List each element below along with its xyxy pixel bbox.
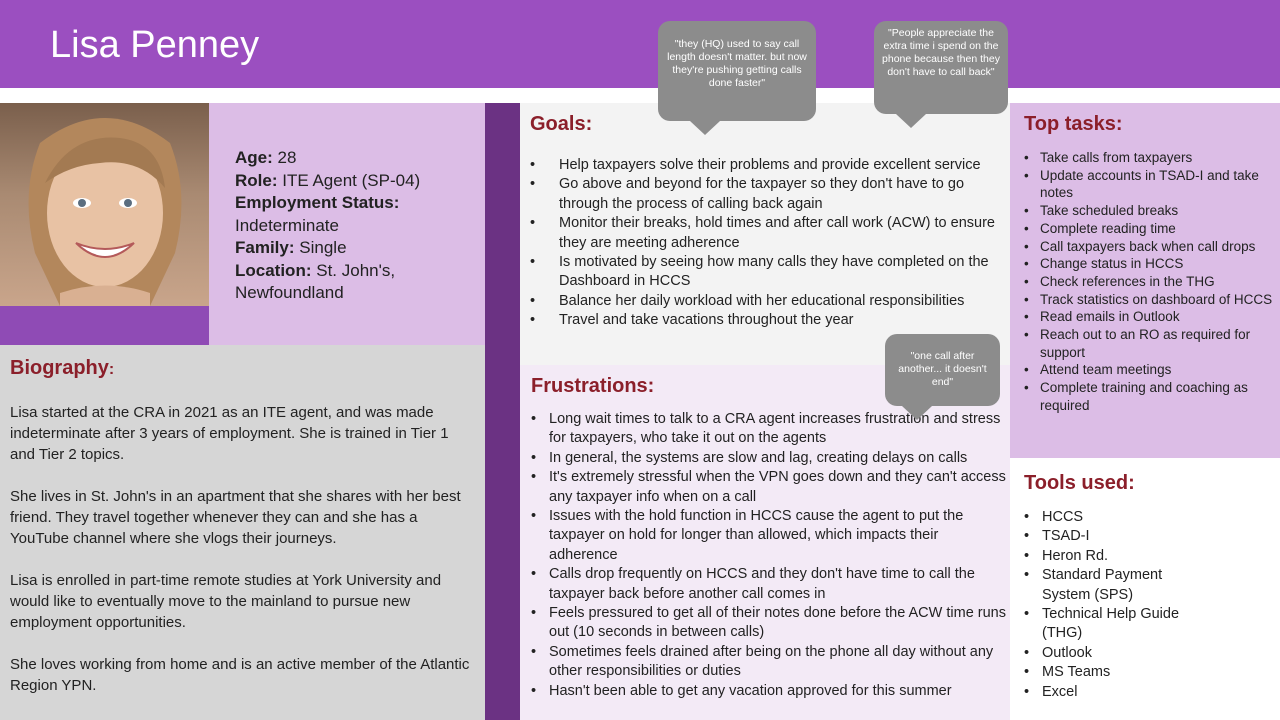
list-item: • Call taxpayers back when call drops [1040,238,1280,256]
role-label: Role: [235,170,278,190]
top-tasks-list [1040,149,1280,415]
list-item: • Take scheduled breaks [1040,202,1280,220]
age-line [235,147,485,170]
list-item: • It's extremely stressful when the VPN goes down and they can't access any taxpayer info when on a call [549,468,1010,507]
age-value: 28 [277,148,297,167]
list-item: • MS Teams [1042,663,1280,682]
list-item: • Technical Help Guide (THG) [1042,605,1217,644]
age-label: Age: [235,148,273,167]
biography-title [10,357,475,380]
list-item: • Long wait times to talk to a CRA agent increases frustration and stress for taxpayers, who take it out on the agents [549,410,1010,449]
persona-name: Lisa Penney [50,24,260,66]
goals-section [520,103,1010,365]
biography-title-colon: : [108,361,115,378]
role-value: ITE Agent (SP-04) [282,170,421,190]
biography-paragraph: Lisa is enrolled in part-time remote studies at York University and would like to eventually move to the mainland to pursue new employment opportunities. [10,572,442,631]
frustrations-title: Frustrations: [531,375,655,397]
list-item: • HCCS [1042,508,1280,527]
list-item: • Travel and take vacations throughout the year [559,311,1010,330]
quote-bubble: "they (HQ) used to say call length doesn't matter. but now they're pushing getting calls done faster" [658,21,816,121]
list-item: • Complete reading time [1040,220,1280,238]
column-divider [485,103,520,720]
list-item: • Issues with the hold function in HCCS cause the agent to put the taxpayer on hold for longer than allowed, which impacts their adherence [549,507,1010,565]
list-item: • Calls drop frequently on HCCS and they don't have time to call the taxpayer back before another call comes in [549,565,1010,604]
frustrations-section [520,365,1010,720]
list-item: • Read emails in Outlook [1040,308,1280,326]
employment-value-line [235,215,485,238]
location-line [235,260,425,305]
employment-line [235,192,485,215]
biography-section [0,345,485,720]
list-item: • Go above and beyond for the taxpayer so they don't have to go through the process of calling back again [559,175,1010,214]
list-item: • Sometimes feels drained after being on the phone all day without any other responsibilities or duties [549,643,1010,682]
goals-list [559,156,1010,331]
employment-value: Indeterminate [235,215,339,235]
profile-details [209,103,485,345]
persona-photo [0,103,209,345]
list-item: • Update accounts in TSAD-I and take notes [1040,167,1280,202]
list-item: • Reach out to an RO as required for support [1040,326,1280,361]
list-item: • Take calls from taxpayers [1040,149,1280,167]
top-tasks-section [1010,103,1280,458]
list-item: • Outlook [1042,644,1280,663]
biography-paragraph: She lives in St. John's in an apartment that she shares with her best friend. They travel together whenever they can and she has a YouTube channel where she vlogs their journeys. [10,488,461,547]
biography-title-text: Biography [10,357,109,379]
list-item: • Change status in HCCS [1040,255,1280,273]
list-item: • In general, the systems are slow and lag, creating delays on calls [549,449,1010,468]
family-line [235,237,485,260]
goals-title: Goals: [530,113,593,135]
header-banner [0,0,1280,88]
list-item: • TSAD-I [1042,527,1280,546]
list-item: • Hasn't been able to get any vacation approved for this summer [549,682,1010,701]
frustrations-list [549,410,1010,701]
list-item: • Attend team meetings [1040,361,1280,379]
list-item: • Balance her daily workload with her educational responsibilities [559,292,1010,311]
tools-list [1042,508,1280,702]
tools-title: Tools used: [1024,472,1135,494]
role-line [235,170,485,193]
location-value: St. John's, Newfoundland [235,260,396,302]
family-value: Single [299,238,347,257]
quote-bubble: "one call after another... it doesn't end" [885,334,1000,406]
list-item: • Track statistics on dashboard of HCCS [1040,291,1280,309]
location-label: Location: [235,260,312,280]
biography-paragraph: She loves working from home and is an active member of the Atlantic Region YPN. [10,656,470,694]
list-item: • Standard Payment System (SPS) [1042,566,1192,605]
family-label: Family: [235,238,295,257]
tools-section [1010,458,1280,720]
list-item: • Excel [1042,683,1280,702]
biography-paragraph: Lisa started at the CRA in 2021 as an ITE agent, and was made indeterminate after 3 years of employment. She is trained in Tier 1 and Tier 2 topics. [10,404,449,463]
portrait-illustration [0,103,209,306]
list-item: • Help taxpayers solve their problems and provide excellent service [559,156,1010,175]
list-item: • Monitor their breaks, hold times and after call work (ACW) to ensure they are meeting adherence [559,214,1010,253]
list-item: • Heron Rd. [1042,547,1280,566]
top-tasks-title: Top tasks: [1024,113,1123,135]
list-item: • Feels pressured to get all of their notes done before the ACW time runs out (10 seconds in between calls) [549,604,1010,643]
quote-bubble: "People appreciate the extra time i spend on the phone because then they don't have to call back" [874,21,1008,114]
list-item: • Check references in the THG [1040,273,1280,291]
list-item: • Is motivated by seeing how many calls they have completed on the Dashboard in HCCS [559,253,1010,292]
list-item: • Complete training and coaching as required [1040,379,1280,414]
employment-label: Employment Status: [235,193,400,212]
